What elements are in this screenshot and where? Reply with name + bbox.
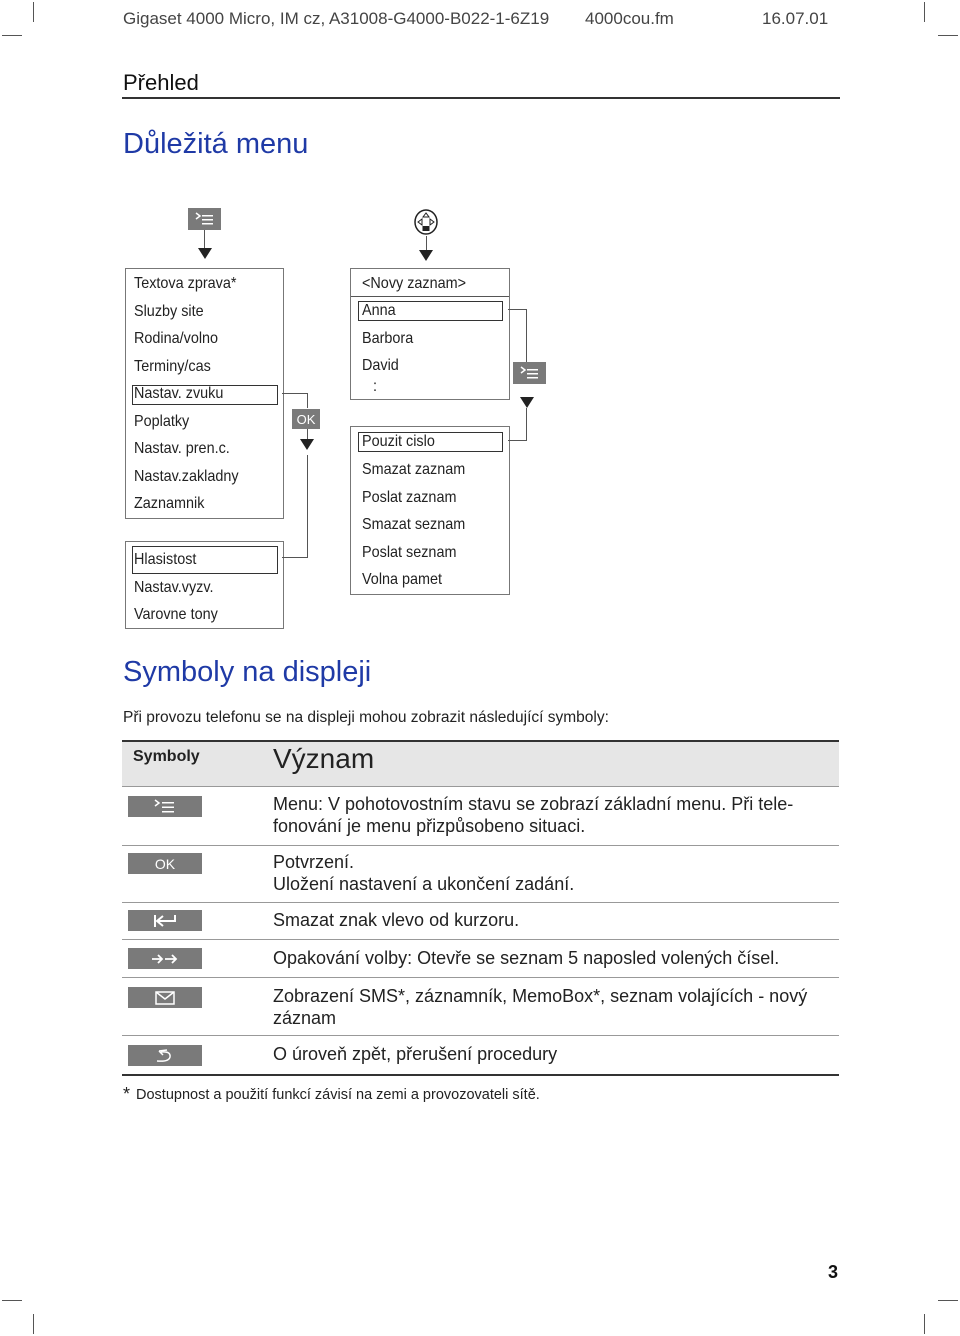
- option-item[interactable]: Volna pamet: [362, 571, 443, 588]
- more-indicator: :: [373, 378, 378, 395]
- meaning-redial: [273, 947, 833, 969]
- menu-item-selected[interactable]: Nastav. zvuku: [134, 385, 224, 402]
- menu-item[interactable]: Nastav.zakladny: [134, 468, 239, 485]
- connector: [307, 429, 308, 439]
- footnote-star: *: [123, 1084, 131, 1104]
- menu-item-selected[interactable]: Hlasistost: [134, 551, 197, 568]
- text-line: Opakování volby: Otevře se seznam 5 naposled volených čísel.: [273, 948, 780, 968]
- row-divider: [122, 845, 839, 846]
- main-menu-box: [125, 268, 284, 519]
- row-divider: [122, 939, 839, 940]
- arrow-down-icon: [198, 248, 212, 259]
- connector: [204, 230, 205, 248]
- new-entry-item[interactable]: <Novy zaznam>: [362, 275, 467, 292]
- crop-mark: [2, 35, 22, 36]
- menu-item[interactable]: Rodina/volno: [134, 330, 219, 347]
- text-line: fonování je menu přizpůsobeno situaci.: [273, 816, 586, 836]
- crop-mark: [33, 2, 34, 22]
- envelope-icon: [128, 987, 202, 1008]
- connector: [508, 440, 527, 441]
- option-item[interactable]: Smazat seznam: [362, 516, 466, 533]
- menu-item[interactable]: Textova zprava*: [134, 275, 237, 292]
- arrow-down-icon: [520, 397, 534, 408]
- crop-mark: [938, 1300, 958, 1301]
- menu-item[interactable]: Terminy/cas: [134, 358, 211, 375]
- file-name: 4000cou.fm: [585, 9, 674, 28]
- menu-item[interactable]: Nastav.vyzv.: [134, 579, 214, 596]
- phonebook-entry[interactable]: David: [362, 357, 399, 374]
- ok-key: OK: [292, 409, 320, 429]
- meaning-delete: [273, 909, 833, 931]
- connector: [526, 408, 527, 440]
- col-symbol-header: Symboly: [133, 748, 200, 765]
- meaning-back: [273, 1043, 833, 1065]
- menu-item[interactable]: Sluzby site: [134, 303, 204, 320]
- footnote: Dostupnost a použití funkcí závisí na zemi a provozovateli sítě.: [136, 1087, 540, 1103]
- phonebook-entry[interactable]: Barbora: [362, 330, 414, 347]
- menus-heading: Důležitá menu: [123, 128, 309, 160]
- page-number: 3: [828, 1262, 839, 1282]
- row-divider: [122, 1035, 839, 1036]
- phonebook-entry-selected[interactable]: Anna: [362, 302, 396, 319]
- connector: [282, 557, 308, 558]
- doc-date: 16.07.01: [762, 9, 829, 28]
- delete-left-icon: [128, 910, 202, 931]
- symbols-heading: Symboly na displeji: [123, 656, 372, 688]
- arrow-down-icon: [300, 439, 314, 450]
- options-box: [350, 426, 510, 595]
- crop-mark: [938, 35, 958, 36]
- menu-item[interactable]: Poplatky: [134, 413, 190, 430]
- crop-mark: [924, 1314, 925, 1334]
- ok-key: OK: [128, 853, 202, 874]
- table-bottom-rule: [122, 1074, 839, 1076]
- col-meaning-header: Význam: [273, 743, 375, 774]
- text-line: O úroveň zpět, přerušení procedury: [273, 1044, 558, 1064]
- text-line: Zobrazení SMS*, záznamník, MemoBox*, seznam volajících - nový: [273, 986, 808, 1006]
- option-item[interactable]: Poslat seznam: [362, 544, 457, 561]
- connector: [307, 393, 308, 408]
- menu-item[interactable]: Nastav. pren.c.: [134, 440, 230, 457]
- connector: [307, 455, 308, 557]
- meaning-messages: [273, 985, 833, 1029]
- symbols-intro: Při provozu telefonu se na displeji mohou zobrazit následující symboly:: [123, 709, 609, 726]
- option-item-selected[interactable]: Pouzit cislo: [362, 433, 435, 450]
- connector: [282, 393, 308, 394]
- row-divider: [122, 786, 839, 787]
- menu-item[interactable]: Varovne tony: [134, 606, 218, 623]
- divider: [351, 296, 509, 297]
- connector: [526, 309, 527, 362]
- connector: [426, 236, 427, 250]
- menu-icon: [513, 362, 546, 384]
- option-item[interactable]: Smazat zaznam: [362, 461, 466, 478]
- text-line: Uložení nastavení a ukončení zadání.: [273, 874, 575, 894]
- arrow-down-icon: [419, 250, 433, 261]
- connector: [508, 309, 527, 310]
- crop-mark: [33, 1314, 34, 1334]
- row-divider: [122, 977, 839, 978]
- sub-menu-box: [125, 541, 284, 629]
- title-rule: [122, 97, 840, 99]
- option-item[interactable]: Poslat zaznam: [362, 489, 457, 506]
- meaning-menu: [273, 793, 833, 837]
- back-icon: [128, 1045, 202, 1066]
- menu-icon: [188, 208, 221, 230]
- menu-item[interactable]: Zaznamnik: [134, 495, 205, 512]
- text-line: Smazat znak vlevo od kurzoru.: [273, 910, 520, 930]
- text-line: Potvrzení.: [273, 852, 355, 872]
- crop-mark: [2, 1300, 22, 1301]
- doc-id: Gigaset 4000 Micro, IM cz, A31008-G4000-B022-1-6Z19: [123, 9, 550, 28]
- crop-mark: [924, 2, 925, 22]
- phonebook-box: [350, 268, 510, 400]
- table-header: [122, 742, 839, 786]
- menu-icon: [128, 796, 202, 817]
- section-title: Přehled: [123, 70, 199, 95]
- text-line: Menu: V pohotovostním stavu se zobrazí základní menu. Při tele-: [273, 794, 794, 814]
- row-divider: [122, 902, 839, 903]
- text-line: záznam: [273, 1008, 337, 1028]
- redial-icon: [128, 948, 202, 969]
- meaning-ok: [273, 851, 833, 895]
